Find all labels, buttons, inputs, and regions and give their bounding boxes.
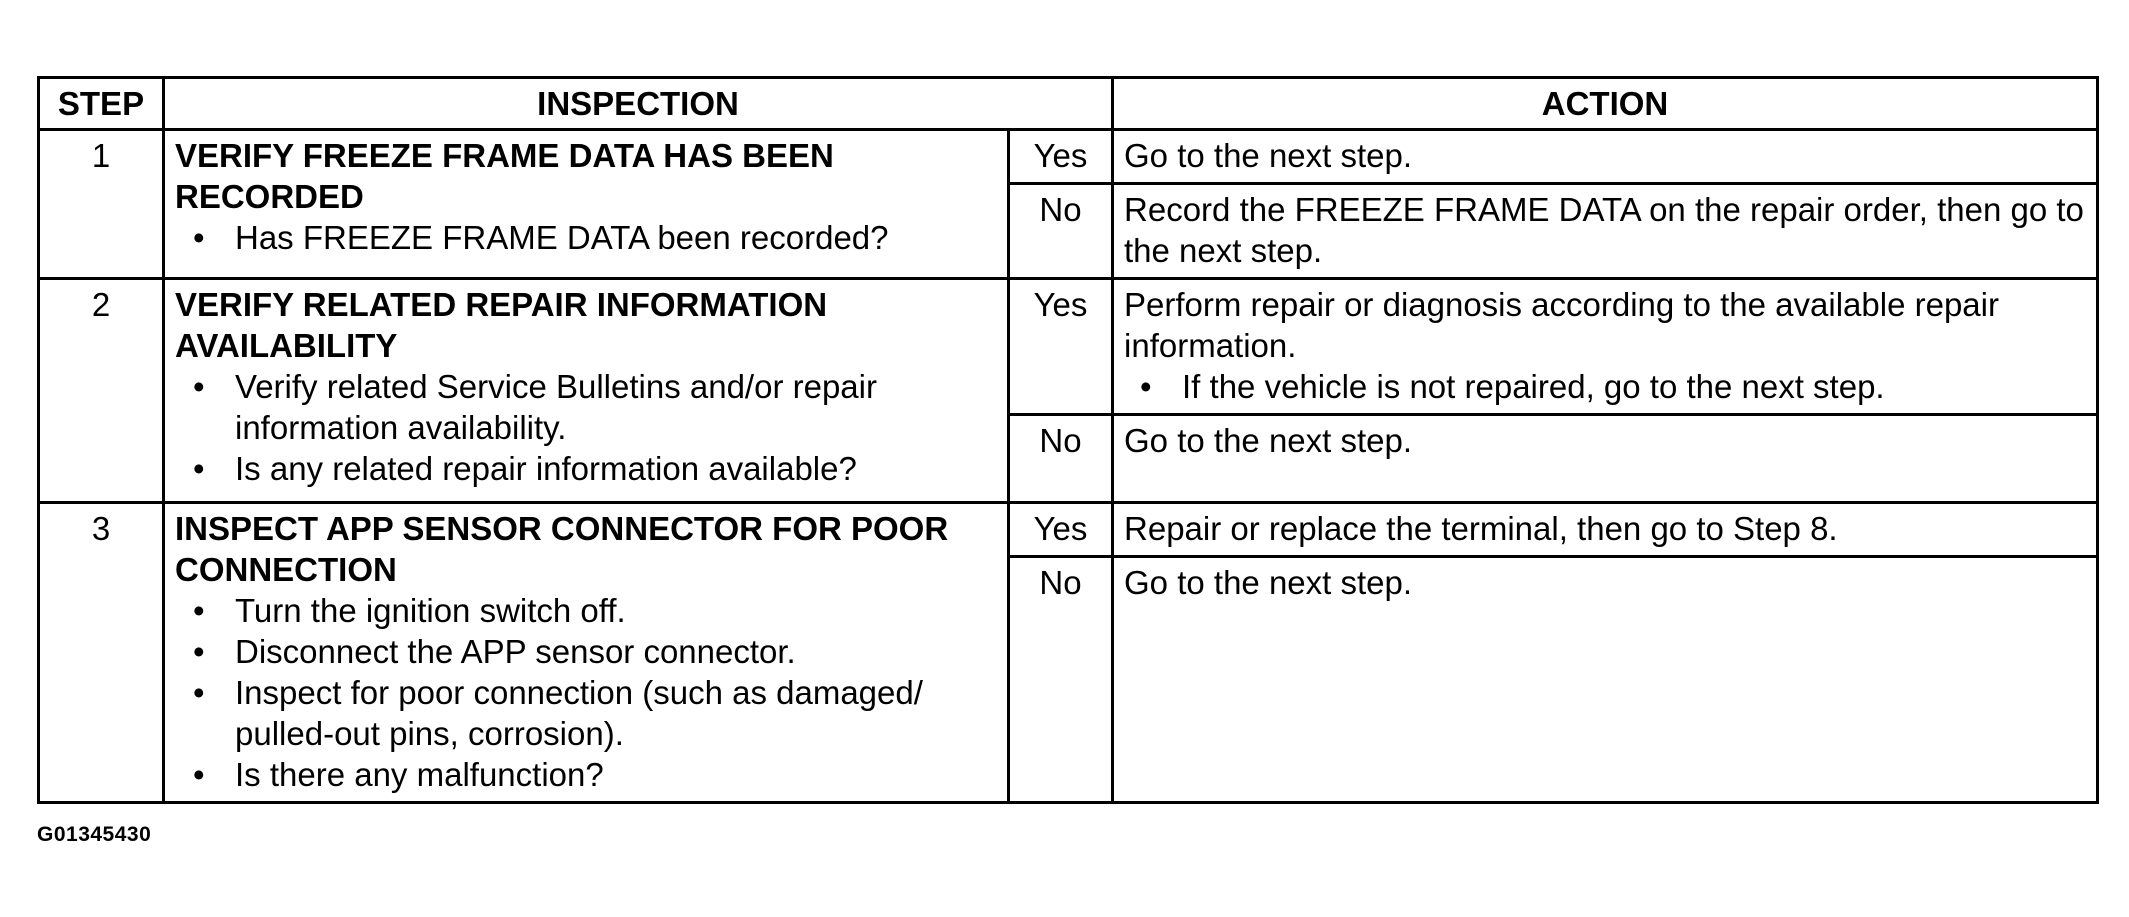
inspection-cell <box>164 279 1009 503</box>
inspection-bullets <box>175 217 997 258</box>
header-action: ACTION <box>1113 78 2098 130</box>
yes-action <box>1113 279 2098 415</box>
no-action: Go to the next step. <box>1113 415 2098 503</box>
list-item: • Verify related Service Bulletins and/or repair information availability. <box>193 368 877 446</box>
step-number: 3 <box>39 503 164 803</box>
inspection-bullets <box>175 590 997 795</box>
header-row <box>39 78 2098 130</box>
table-row <box>39 130 2098 184</box>
no-label: No <box>1009 557 1113 803</box>
yes-action: Repair or replace the terminal, then go to Step 8. <box>1113 503 2098 557</box>
yes-label: Yes <box>1009 279 1113 415</box>
yes-label: Yes <box>1009 130 1113 184</box>
bullet-icon: • <box>193 219 205 256</box>
inspection-title: INSPECT APP SENSOR CONNECTOR FOR POOR CONNECTION <box>175 510 949 588</box>
bullet-icon: • <box>193 450 205 487</box>
inspection-title: VERIFY RELATED REPAIR INFORMATION AVAILABILITY <box>175 286 828 364</box>
header-inspection: INSPECTION <box>164 78 1113 130</box>
no-action: Record the FREEZE FRAME DATA on the repair order, then go to the next step. <box>1113 184 2098 279</box>
list-item: • Is there any malfunction? <box>193 756 604 793</box>
figure-id: G01345430 <box>37 823 152 846</box>
action-bullets <box>1124 366 2086 407</box>
bullet-icon: • <box>193 592 205 629</box>
bullet-icon: • <box>1140 368 1152 405</box>
list-item: • Disconnect the APP sensor connector. <box>193 633 796 670</box>
yes-action: Go to the next step. <box>1113 130 2098 184</box>
inspection-bullets <box>175 366 997 489</box>
list-item: • Is any related repair information available? <box>193 450 857 487</box>
list-item: • Inspect for poor connection (such as damaged/ pulled-out pins, corrosion). <box>193 674 923 752</box>
no-action: Go to the next step. <box>1113 557 2098 803</box>
no-label: No <box>1009 415 1113 503</box>
bullet-icon: • <box>193 368 205 405</box>
inspection-cell <box>164 130 1009 279</box>
inspection-cell <box>164 503 1009 803</box>
list-item: • Has FREEZE FRAME DATA been recorded? <box>193 219 889 256</box>
bullet-icon: • <box>193 756 205 793</box>
bullet-icon: • <box>193 674 205 711</box>
step-number: 1 <box>39 130 164 279</box>
table-row <box>39 503 2098 557</box>
list-item: • Turn the ignition switch off. <box>193 592 626 629</box>
list-item: • If the vehicle is not repaired, go to the next step. <box>1140 368 1885 405</box>
header-step: STEP <box>39 78 164 130</box>
yes-label: Yes <box>1009 503 1113 557</box>
no-label: No <box>1009 184 1113 279</box>
bullet-icon: • <box>193 633 205 670</box>
yes-action-text: Perform repair or diagnosis according to the available repair information. <box>1124 286 1999 364</box>
diagnostic-table <box>37 76 2099 804</box>
table-row <box>39 279 2098 415</box>
step-number: 2 <box>39 279 164 503</box>
inspection-title: VERIFY FREEZE FRAME DATA HAS BEEN RECORDED <box>175 137 834 215</box>
